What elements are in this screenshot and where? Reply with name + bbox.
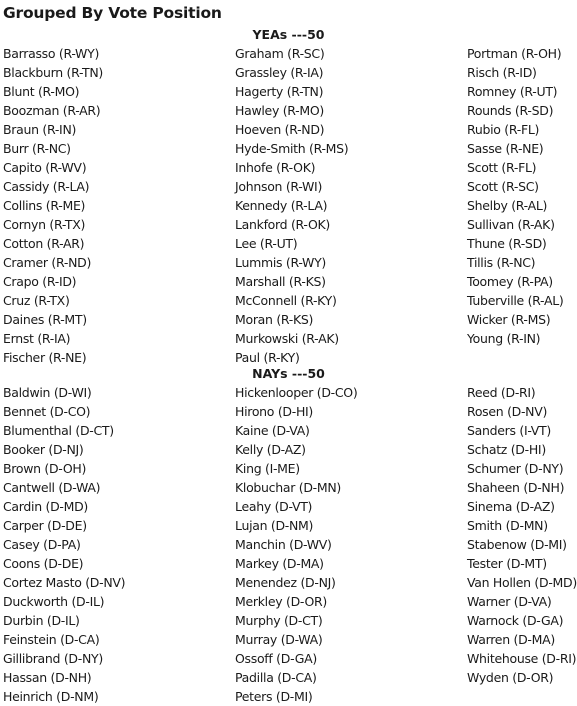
senator-entry: Marshall (R-KS): [235, 274, 326, 289]
senator-entry: Risch (R-ID): [467, 65, 537, 80]
senator-entry: Booker (D-NJ): [3, 442, 84, 457]
senator-entry: Shelby (R-AL): [467, 198, 548, 213]
senator-entry: Kelly (D-AZ): [235, 442, 306, 457]
senator-entry: Blackburn (R-TN): [3, 65, 103, 80]
member-grid-nays: [0, 383, 577, 706]
senator-entry: Ossoff (D-GA): [235, 651, 317, 666]
senator-entry: Collins (R-ME): [3, 198, 86, 213]
senator-entry: Kennedy (R-LA): [235, 198, 328, 213]
senator-entry: Hagerty (R-TN): [235, 84, 324, 99]
senator-entry: Romney (R-UT): [467, 84, 558, 99]
senator-entry: Sullivan (R-AK): [467, 217, 555, 232]
group-heading-nays: NAYs ---50: [252, 366, 325, 381]
senator-entry: Graham (R-SC): [235, 46, 325, 61]
senator-entry: Hoeven (R-ND): [235, 122, 325, 137]
senator-entry: Hickenlooper (D-CO): [235, 385, 358, 400]
senator-entry: Casey (D-PA): [3, 537, 81, 552]
senator-entry: Tillis (R-NC): [467, 255, 536, 270]
senator-entry: Braun (R-IN): [3, 122, 77, 137]
senator-entry: Klobuchar (D-MN): [235, 480, 341, 495]
senator-entry: Sasse (R-NE): [467, 141, 544, 156]
senator-entry: Blumenthal (D-CT): [3, 423, 114, 438]
senator-entry: Cortez Masto (D-NV): [3, 575, 126, 590]
senator-entry: Warnock (D-GA): [467, 613, 564, 628]
senator-entry: Heinrich (D-NM): [3, 689, 99, 704]
senator-entry: Murphy (D-CT): [235, 613, 323, 628]
senator-entry: Thune (R-SD): [467, 236, 547, 251]
senator-entry: Baldwin (D-WI): [3, 385, 92, 400]
senator-entry: Lankford (R-OK): [235, 217, 330, 232]
senator-entry: Grassley (R-IA): [235, 65, 324, 80]
senator-entry: Padilla (D-CA): [235, 670, 317, 685]
senator-entry: Daines (R-MT): [3, 312, 87, 327]
senator-entry: Cantwell (D-WA): [3, 480, 101, 495]
senator-entry: Menendez (D-NJ): [235, 575, 336, 590]
senator-entry: Gillibrand (D-NY): [3, 651, 103, 666]
senator-entry: Barrasso (R-WY): [3, 46, 100, 61]
senator-entry: Tester (D-MT): [467, 556, 547, 571]
senator-entry: McConnell (R-KY): [235, 293, 337, 308]
senator-entry: Ernst (R-IA): [3, 331, 71, 346]
senator-entry: Hassan (D-NH): [3, 670, 92, 685]
senator-entry: Schatz (D-HI): [467, 442, 546, 457]
senator-entry: King (I-ME): [235, 461, 300, 476]
senator-entry: Cramer (R-ND): [3, 255, 92, 270]
senator-entry: Fischer (R-NE): [3, 350, 87, 365]
page-title: Grouped By Vote Position: [3, 4, 222, 22]
senator-entry: Leahy (D-VT): [235, 499, 313, 514]
senator-entry: Paul (R-KY): [235, 350, 300, 365]
senator-entry: Carper (D-DE): [3, 518, 87, 533]
senator-entry: Lee (R-UT): [235, 236, 298, 251]
senator-entry: Rounds (R-SD): [467, 103, 554, 118]
senator-entry: Inhofe (R-OK): [235, 160, 316, 175]
senator-entry: Duckworth (D-IL): [3, 594, 105, 609]
senator-entry: Merkley (D-OR): [235, 594, 327, 609]
senator-entry: Wicker (R-MS): [467, 312, 551, 327]
senator-entry: Rosen (D-NV): [467, 404, 548, 419]
senator-entry: Boozman (R-AR): [3, 103, 101, 118]
senator-entry: Bennet (D-CO): [3, 404, 91, 419]
member-grid-yeas: [0, 44, 577, 367]
senator-entry: Capito (R-WV): [3, 160, 87, 175]
senator-entry: Cardin (D-MD): [3, 499, 89, 514]
senator-entry: Moran (R-KS): [235, 312, 314, 327]
senator-entry: Van Hollen (D-MD): [467, 575, 577, 590]
senator-entry: Burr (R-NC): [3, 141, 71, 156]
senator-entry: Reed (D-RI): [467, 385, 536, 400]
group-heading-yeas: YEAs ---50: [252, 27, 325, 42]
senator-entry: Murray (D-WA): [235, 632, 323, 647]
senator-entry: Tuberville (R-AL): [467, 293, 564, 308]
senator-entry: Brown (D-OH): [3, 461, 87, 476]
senator-entry: Murkowski (R-AK): [235, 331, 339, 346]
senator-entry: Warner (D-VA): [467, 594, 552, 609]
senator-entry: Johnson (R-WI): [235, 179, 323, 194]
senator-entry: Markey (D-MA): [235, 556, 324, 571]
senator-entry: Sinema (D-AZ): [467, 499, 555, 514]
senator-entry: Young (R-IN): [467, 331, 541, 346]
senator-entry: Stabenow (D-MI): [467, 537, 567, 552]
senator-entry: Peters (D-MI): [235, 689, 313, 704]
senator-entry: Wyden (D-OR): [467, 670, 554, 685]
senator-entry: Shaheen (D-NH): [467, 480, 565, 495]
senator-entry: Rubio (R-FL): [467, 122, 540, 137]
senator-entry: Cotton (R-AR): [3, 236, 85, 251]
senator-entry: Durbin (D-IL): [3, 613, 80, 628]
senator-entry: Portman (R-OH): [467, 46, 562, 61]
senator-entry: Sanders (I-VT): [467, 423, 551, 438]
senator-entry: Hyde-Smith (R-MS): [235, 141, 349, 156]
senator-entry: Whitehouse (D-RI): [467, 651, 577, 666]
senator-entry: Blunt (R-MO): [3, 84, 80, 99]
senator-entry: Smith (D-MN): [467, 518, 548, 533]
senator-entry: Hirono (D-HI): [235, 404, 314, 419]
senator-entry: Hawley (R-MO): [235, 103, 324, 118]
senator-entry: Feinstein (D-CA): [3, 632, 100, 647]
senator-entry: Cruz (R-TX): [3, 293, 70, 308]
senator-entry: Cornyn (R-TX): [3, 217, 86, 232]
senator-entry: Toomey (R-PA): [467, 274, 553, 289]
senator-entry: Scott (R-SC): [467, 179, 539, 194]
senator-entry: Kaine (D-VA): [235, 423, 310, 438]
senator-entry: Schumer (D-NY): [467, 461, 564, 476]
senator-entry: Lujan (D-NM): [235, 518, 314, 533]
senator-entry: Warren (D-MA): [467, 632, 555, 647]
senator-entry: Coons (D-DE): [3, 556, 84, 571]
senator-entry: Lummis (R-WY): [235, 255, 327, 270]
senator-entry: Manchin (D-WV): [235, 537, 332, 552]
senator-entry: Crapo (R-ID): [3, 274, 77, 289]
senator-entry: Scott (R-FL): [467, 160, 537, 175]
senator-entry: Cassidy (R-LA): [3, 179, 90, 194]
